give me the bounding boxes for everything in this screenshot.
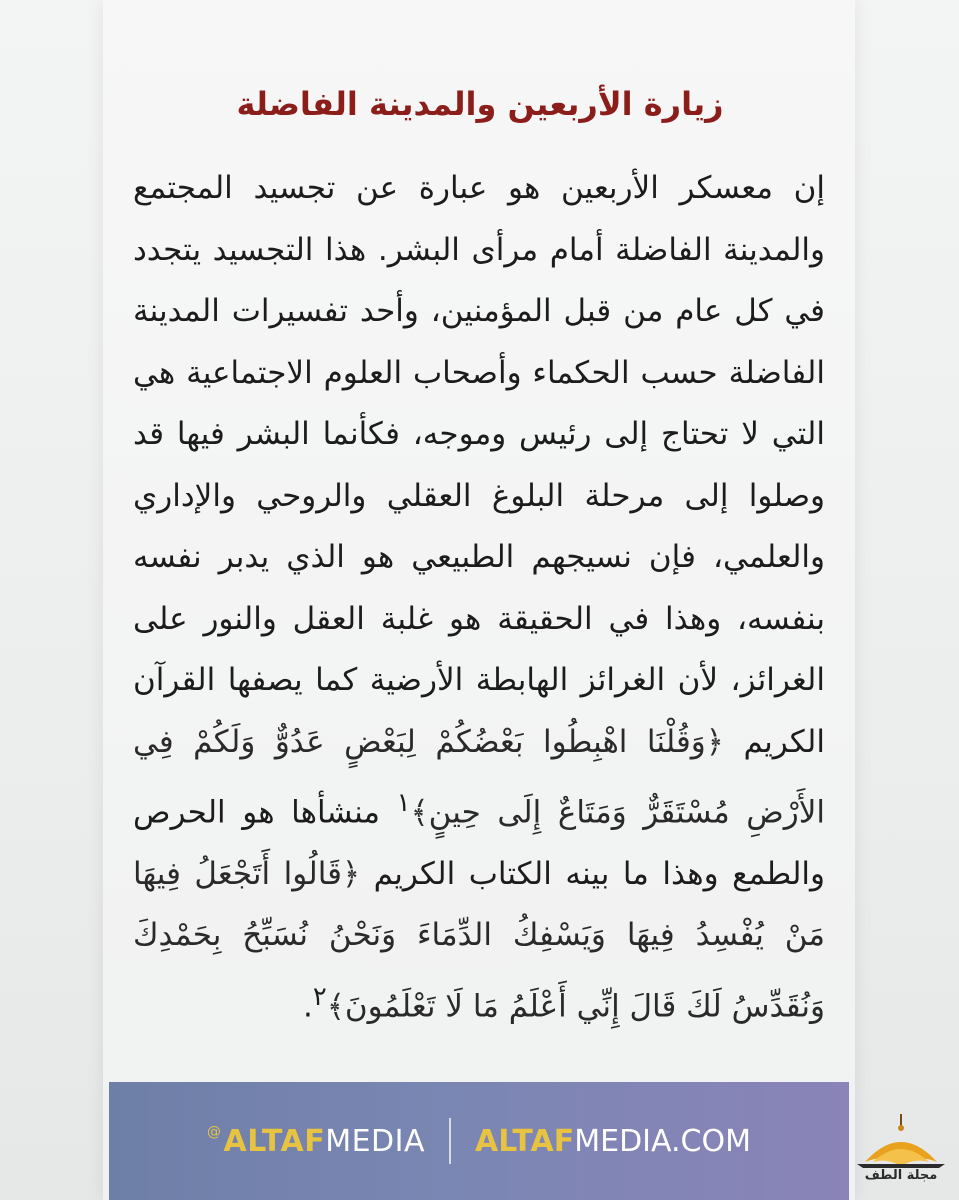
handle-thin: MEDIA (325, 1123, 426, 1159)
handle-bold: ALTAF (223, 1123, 326, 1159)
social-handle[interactable] (207, 1124, 425, 1159)
body-text: إن معسكر الأربعين هو عبارة عن تجسيد المجتمع والمدينة الفاضلة أمام مرأى البشر. هذا التجسيد يتجدد في كل عام من قبل المؤمنين، وأحد تفسيرات المدينة الفاضلة حسب الحكماء وأصحاب العلوم الاجتماعية هي التي لا تحتاج إلى رئيس وموجه، فكأنما البشر فيها قد وصلوا إلى مرحلة البلوغ العقلي والروحي والإداري والعلمي، فإن نسيجهم الطبيعي هو الذي يدبر نفسه بنفسه، وهذا في الحقيقة هو غلبة العقل والنور على الغرائز، لأن الغرائز الهابطة الأرضية كما يصفها القرآن الكريم (133, 170, 825, 760)
body-text-middle: منشأها هو الحرص والطمع وهذا ما بينه الكتاب الكريم (133, 794, 825, 892)
article-title: زيارة الأربعين والمدينة الفاضلة (236, 85, 724, 123)
quran-verse-1: ﴿وَقُلْنَا اهْبِطُوا بَعْضُكُمْ لِبَعْضٍ عَدُوٌّ وَلَكُمْ فِي الأَرْضِ مُسْتَقَرٌّ وَمَتَاعٌ إِلَى حِينٍ﴾ (133, 723, 825, 831)
quran-verse-2: ﴿قَالُوا أَتَجْعَلُ فِيهَا مَنْ يُفْسِدُ فِيهَا وَيَسْفِكُ الدِّمَاءَ وَنَحْنُ نُسَبِّحُ بِحَمْدِكَ وَنُقَدِّسُ لَكَ قَالَ إِنِّي أَعْلَمُ مَا لَا تَعْلَمُونَ﴾ (133, 855, 825, 1025)
site-thin: MEDIA.COM (574, 1123, 751, 1159)
at-icon: @ (206, 1123, 222, 1140)
dome-icon (855, 1112, 947, 1198)
footnote-ref-1: ١ (396, 788, 411, 818)
footer-divider (449, 1118, 451, 1164)
article-body (133, 158, 825, 1038)
website-link[interactable] (475, 1124, 751, 1159)
site-bold: ALTAF (475, 1123, 575, 1159)
body-text-end: . (303, 988, 313, 1025)
footer-band (109, 1082, 849, 1200)
logo-name: مجلة الطف (864, 1168, 938, 1183)
footnote-ref-2: ٢ (312, 981, 327, 1012)
